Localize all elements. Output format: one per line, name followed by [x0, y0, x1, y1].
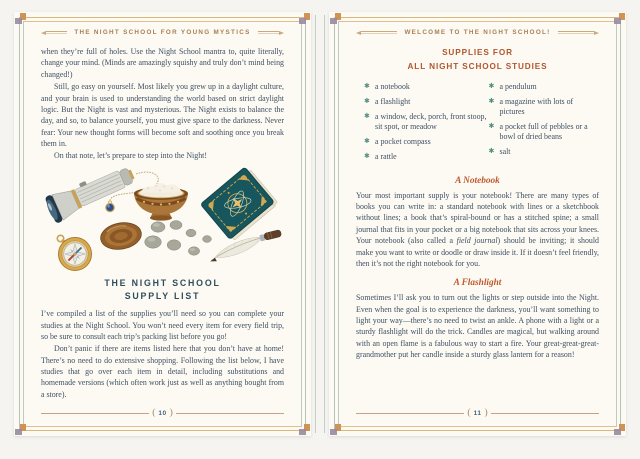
spell-book-icon [200, 167, 278, 242]
illustration-caption [41, 277, 284, 303]
folio-rule [356, 413, 464, 414]
list-item [364, 112, 489, 133]
notebook-text: Your most important supply is your notebook! There are many types of books you can write in: a standard notebook with lines or a sketchbook without lines; a book that’s spiral-bound or has a stitched spine; a small journal that fits in your pocket or a big notebook that sits across your knees. Your notebook (also called a [356, 190, 599, 246]
pebbles-icon [145, 220, 212, 255]
paragraph: Don’t panic if there are items listed here that you don’t have at home! There’s no need to do extensive shopping. Following the list below, I have studies that go over each item in detail, including substitutions and homemade versions (which often work just as well as anything bought from a store). [41, 344, 284, 399]
folio-paren: ) [484, 407, 488, 418]
corner-ornament [330, 424, 341, 435]
corner-ornament [330, 13, 341, 24]
star-bullet-icon: ✱ [488, 96, 495, 105]
list-item [489, 147, 599, 157]
notebook-text-italic: field journal [456, 236, 498, 246]
star-bullet-icon: ✱ [364, 81, 370, 90]
flashlight-icon [43, 167, 138, 224]
corner-ornament [614, 424, 625, 435]
supplies-heading-line: SUPPLIES FOR [442, 48, 513, 57]
corner-ornament [15, 424, 26, 435]
supply-list-column-2 [489, 82, 599, 167]
notebook-paragraph [356, 190, 599, 270]
flashlight-paragraph: Sometimes I’ll ask you to turn out the lights or step outside into the Night. Even when the goal is to experience the darkness, you’ll want something to light your way—there’s no need to twist an ankle. A phone with a light or a sturdy flashlight will do the trick. Candles are magical, but walking around with an open flame is a fabulous way to start a fire. Your great-great-great-grandmother put her candle inside a sturdy glass lantern for a reason! [356, 293, 599, 360]
list-item [364, 82, 489, 92]
list-item-text: a magazine with lots of pictures [499, 96, 574, 117]
supply-illustration [41, 167, 291, 275]
arrow-right-icon [594, 31, 599, 35]
list-item [364, 137, 489, 147]
supply-illustration-wrap [41, 167, 284, 275]
left-page [14, 12, 311, 436]
section-heading-flashlight: A Flashlight [453, 278, 502, 289]
supply-list [364, 82, 599, 167]
list-item [364, 152, 489, 162]
list-item [489, 82, 599, 92]
star-bullet-icon: ✱ [488, 121, 495, 130]
caption-line: SUPPLY LIST [124, 290, 201, 301]
star-bullet-icon: ✱ [488, 147, 495, 156]
header-rule [258, 31, 279, 34]
page-number-right [356, 409, 599, 419]
paragraph: On that note, let’s prepare to step into the Night! [54, 151, 207, 161]
arrow-right-icon [279, 31, 284, 35]
folio-number: 10 [158, 409, 167, 417]
compass-icon [57, 235, 91, 270]
list-item-text: a pocket full of pebbles or a bowl of dried beans [499, 121, 588, 142]
header-rule [46, 31, 67, 34]
wooden-dish-icon [99, 219, 144, 252]
left-page-content [41, 29, 284, 400]
paragraph: when they’re full of holes. Use the Night School mantra to, quite literally, change your mind. (Minds are amazingly squishy and truly don’t mind being changed!) [41, 47, 284, 79]
corner-ornament [299, 13, 310, 24]
running-head [41, 29, 284, 36]
star-bullet-icon: ✱ [364, 96, 370, 105]
bowl-of-salt-icon [134, 183, 188, 221]
running-head [356, 29, 599, 36]
star-bullet-icon: ✱ [364, 136, 370, 145]
list-item [364, 97, 489, 107]
caption-line: THE NIGHT SCHOOL [104, 277, 221, 288]
paragraph: I’ve compiled a list of the supplies you’ll need so you can complete your studies at the Night School. You won’t need every item for every field trip, so be sure to consult each trip’s packing list before you go! [41, 309, 284, 341]
running-head-title: THE NIGHT SCHOOL FOR YOUNG MYSTICS [74, 29, 251, 36]
header-rule [361, 31, 397, 34]
corner-ornament [614, 13, 625, 24]
page-number-left [41, 409, 284, 419]
list-item-text: a notebook [375, 81, 410, 91]
quill-feather-icon [207, 229, 284, 262]
folio-paren: ( [467, 407, 471, 418]
star-bullet-icon: ✱ [364, 111, 370, 120]
star-bullet-icon: ✱ [488, 81, 495, 90]
notebook-text: ) should be inviting; it should make you want to write or doodle or draw inside it. If it doesn’t feel friendly, then it’s not the right notebook for you. [356, 236, 600, 268]
section-heading-notebook: A Notebook [455, 175, 500, 186]
supplies-heading-line: ALL NIGHT SCHOOL STUDIES [407, 62, 548, 72]
right-page-content [356, 29, 599, 400]
folio-rule [176, 413, 284, 414]
list-item-text: a flashlight [375, 96, 411, 106]
supply-list-column-1 [364, 82, 489, 167]
supplies-heading [356, 46, 599, 75]
folio-number: 11 [473, 409, 482, 417]
list-item-text: a rattle [375, 151, 397, 161]
list-item-text: salt [499, 147, 511, 157]
list-item-text: a pendulum [499, 81, 537, 91]
folio-paren: ) [169, 407, 173, 418]
list-item-text: a pocket compass [375, 136, 431, 146]
folio-rule [491, 413, 599, 414]
paragraph: Still, go easy on yourself. Most likely you grew up in a daylight culture, and your brain is used to understanding the world based on strict daylight logic. But the Night is vast and mysterious. The Night exists to balance the day, and so, to balance yourself, you must give space to the darkness. Never fear: Your new thought forms will become soft and soothing once you break them in. [41, 82, 284, 148]
header-rule [558, 31, 594, 34]
list-item [489, 97, 599, 118]
right-page [329, 12, 626, 436]
running-head-title: WELCOME TO THE NIGHT SCHOOL! [404, 29, 551, 36]
star-bullet-icon: ✱ [364, 151, 370, 160]
list-item-text: a window, deck, porch, front stoop, sit spot, or meadow [375, 111, 487, 131]
folio-rule [41, 413, 149, 414]
corner-ornament [15, 13, 26, 24]
corner-ornament [299, 424, 310, 435]
list-item [489, 122, 599, 143]
folio-paren: ( [152, 407, 156, 418]
